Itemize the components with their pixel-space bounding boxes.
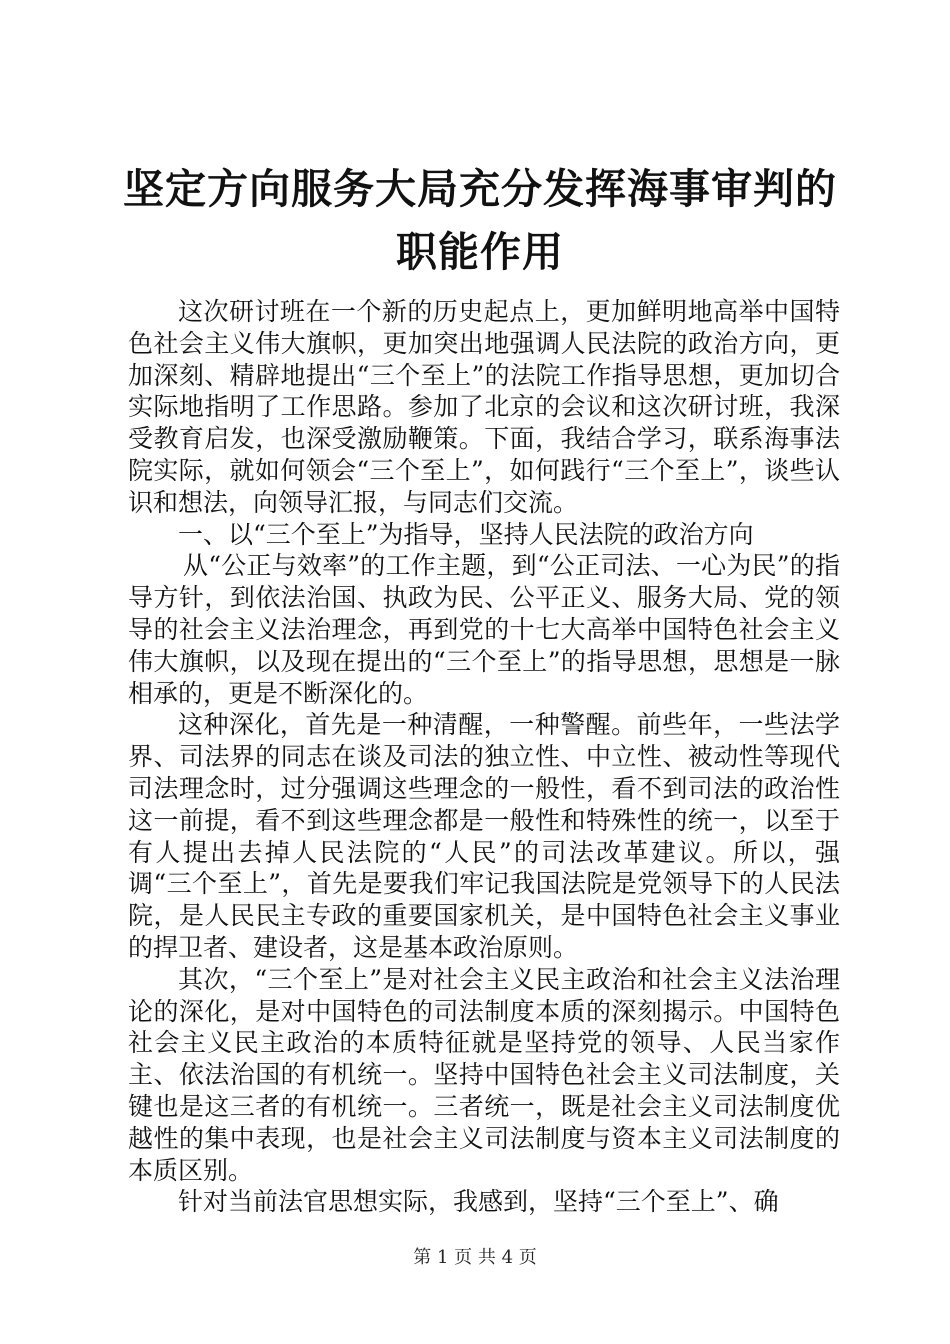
paragraph-5: 针对当前法官思想实际，我感到，坚持“三个至上”、确: [178, 1187, 779, 1217]
document-body: [128, 296, 840, 1218]
paragraph-3: 这种深化，首先是一种清醒，一种警醒。前些年，一些法学界、司法界的同志在谈及司法的独立性、中立性、被动性等现代司法理念时，过分强调这些理念的一般性，看不到司法的政治性这一前提，看不到这些理念都是一般性和特殊性的统一，以至于有人提出去掉人民法院的“人民”的司法改革建议。所以，强调“三个至上”，首先是要我们牢记我国法院是党领导下的人民法院，是人民民主专政的重要国家机关，是中国特色社会主义事业的捍卫者、建设者，这是基本政治原则。: [128, 710, 840, 962]
document-title: 坚定方向服务大局充分发挥海事审判的职能作用: [123, 165, 837, 276]
paragraph-4: 其次，“三个至上”是对社会主义民主政治和社会主义法治理论的深化，是对中国特色的司法制度本质的深刻揭示。中国特色社会主义民主政治的本质特征就是坚持党的领导、人民当家作主、依法治国的有机统一。坚持中国特色社会主义司法制度，关键也是这三者的有机统一。三者统一，既是社会主义司法制度优越性的集中表现，也是社会主义司法制度与资本主义司法制度的本质区别。: [128, 964, 840, 1185]
paragraph-intro: 这次研讨班在一个新的历史起点上，更加鲜明地高举中国特色社会主义伟大旗帜，更加突出地强调人民法院的政治方向，更加深刻、精辟地提出“三个至上”的法院工作指导思想，更加切合实际地指明了工作思路。参加了北京的会议和这次研讨班，我深受教育启发，也深受激励鞭策。下面，我结合学习，联系海事法院实际，就如何领会“三个至上”，如何践行“三个至上”，谈些认识和想法，向领导汇报，与同志们交流。: [128, 297, 840, 517]
paragraph-2: 从“公正与效率”的工作主题，到“公正司法、一心为民”的指导方针，到依法治国、执政为民、公平正义、服务大局、党的领导的社会主义法治理念，再到党的十七大高举中国特色社会主义伟大旗帜，以及现在提出的“三个至上”的指导思想，思想是一脉相承的，更是不断深化的。: [128, 551, 840, 708]
section-heading-1: 一、以“三个至上”为指导，坚持人民法院的政治方向: [178, 519, 754, 549]
page-number-footer: 第 1 页 共 4 页: [413, 1247, 537, 1268]
